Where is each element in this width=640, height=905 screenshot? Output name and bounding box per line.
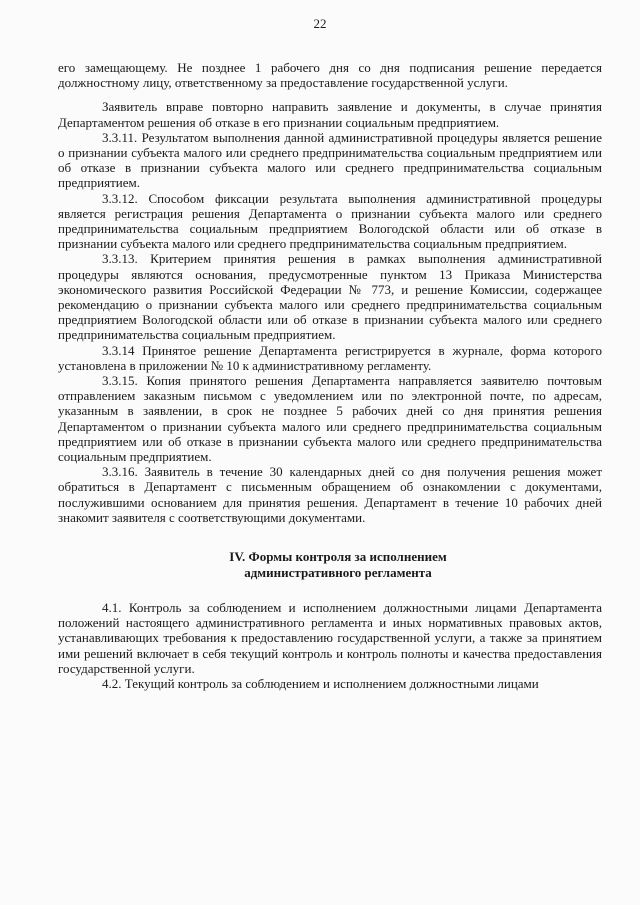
paragraph-reapply: Заявитель вправе повторно направить заявление и документы, в случае принятия Департаментом решения об отказе в его признании социальным предприятием. [58, 99, 602, 130]
paragraph-3-3-16: 3.3.16. Заявитель в течение 30 календарных дней со дня получения решения может обратиться в Департамент с письменным обращением об ознакомлении с документами, послужившими основанием для принятия решения. Департамент в течение 10 рабочих дней знакомит заявителя с соответствующими документами. [58, 464, 602, 525]
section-heading-line-2: административного регламента [244, 564, 432, 580]
paragraph-continuation: его замещающему. Не позднее 1 рабочего дня со дня подписания решение передается должностному лицу, ответственному за предоставление государственной услуги. [58, 60, 602, 91]
paragraph-3-3-14: 3.3.14 Принятое решение Департамента регистрируется в журнале, форма которого установлена в приложении № 10 к административному регламенту. [58, 342, 602, 373]
page-number: 22 [313, 16, 327, 31]
paragraph-3-3-15: 3.3.15. Копия принятого решения Департамента направляется заявителю почтовым отправлением заказным письмом с уведомлением или по электронной почте, по адресам, указанным в заявлении, в срок не позднее 5 рабочих дней со дня принятия решения Департаментом о признании субъекта малого или среднего предпринимательства социальным предприятием или об отказе в признании субъекта малого или среднего предпринимательства социальным предприятием. [58, 373, 602, 465]
page-content [58, 60, 602, 691]
paragraph-3-3-11: 3.3.11. Результатом выполнения данной административной процедуры является решение о признании субъекта малого или среднего предпринимательства социальным предприятием или об отказе в признании субъекта малого или среднего предпринимательства социальным предприятием. [58, 129, 602, 191]
section-heading-line-1: IV. Формы контроля за исполнением [229, 549, 447, 565]
paragraph-3-3-13: 3.3.13. Критерием принятия решения в рамках выполнения административной процедуры являются основания, предусмотренные пунктом 13 Приказа Министерства экономического развития Российской Федерации № 773, и решение Комиссии, содержащее рекомендацию о признании субъекта малого или среднего предпринимательства социальным предприятием Вологодской области или об отказе в признании субъекта малого или среднего предпринимательства социальным предприятием. [58, 251, 602, 343]
paragraph-4-2: 4.2. Текущий контроль за соблюдением и исполнением должностными лицами [102, 675, 539, 691]
paragraph-4-1: 4.1. Контроль за соблюдением и исполнением должностными лицами Департамента положений настоящего административного регламента и иных нормативных правовых актов, устанавливающих требования к предоставлению государственной услуги, а также за принятием ими решений включает в себя текущий контроль и контроль полноты и качества предоставления государственной услуги. [58, 599, 602, 676]
paragraph-3-3-12: 3.3.12. Способом фиксации результата выполнения административной процедуры является регистрация решения Департамента о признании субъекта малого или среднего предпринимательства социальным предприятием Вологодской области или об отказе в признании субъекта малого или среднего предпринимательства социальным предприятием. [58, 190, 602, 252]
